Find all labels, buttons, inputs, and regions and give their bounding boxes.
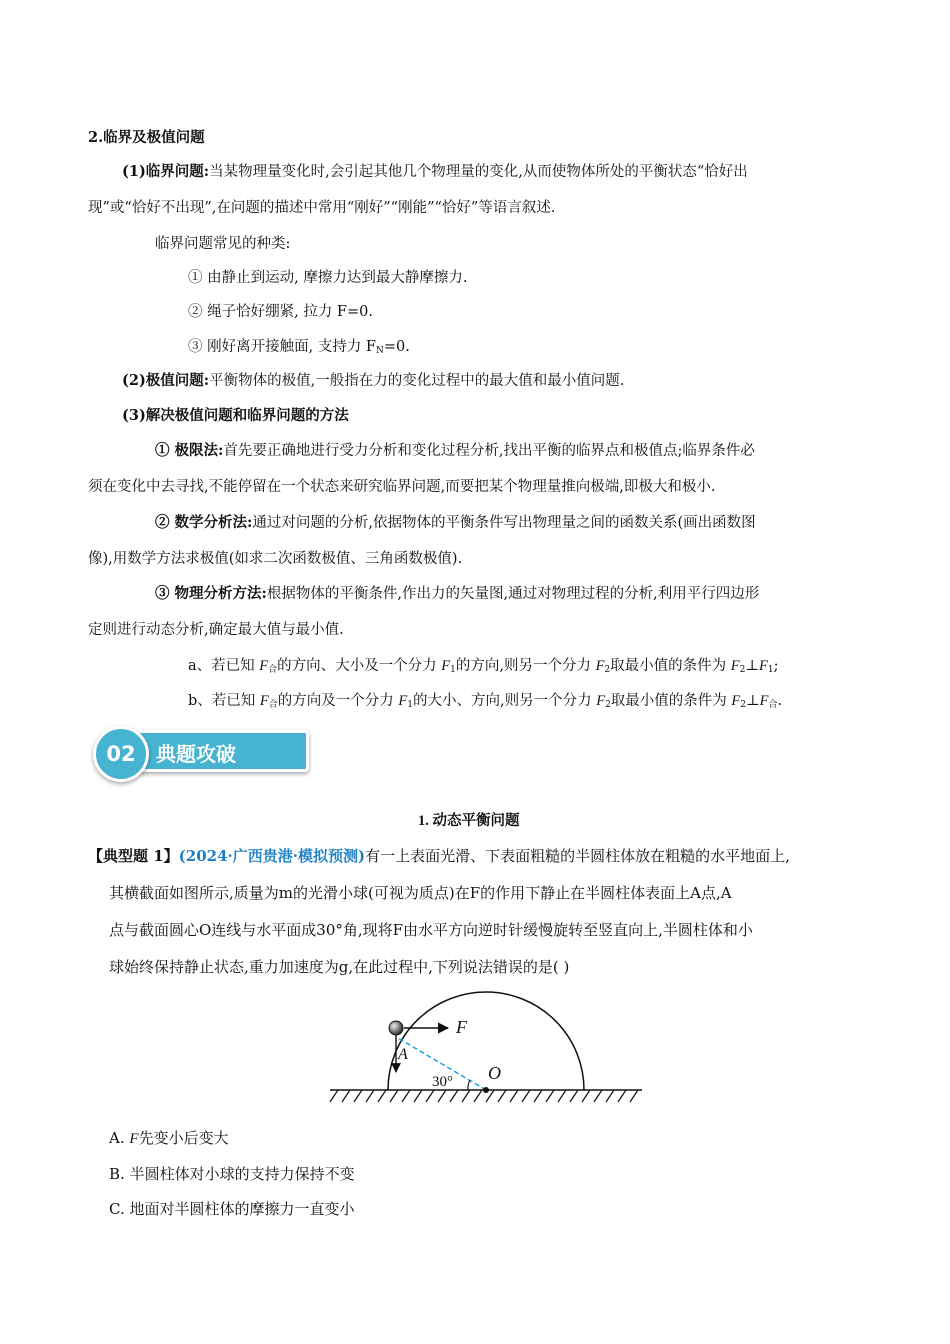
text: 平衡物体的极值,一般指在力的变化过程中的最大值和最小值问题. (209, 373, 625, 389)
problem-line-1 (88, 846, 790, 866)
text: 有一上表面光滑、下表面粗糙的半圆柱体放在粗糙的水平地面上, (365, 847, 790, 865)
method-1-line1 (155, 441, 755, 461)
choice-letter: C. (109, 1200, 125, 1218)
symbol-F: F (259, 693, 269, 709)
problem-figure (320, 980, 650, 1108)
text: a、若已知 (188, 658, 260, 674)
problem-line-2: 其横截面如图所示,质量为m的光滑小球(可视为质点)在F的作用下静止在半圆柱体表面上A点,A (109, 884, 732, 902)
text: 根据物体的平衡条件,作出力的矢量图,通过对物理过程的分析,利用平行四边形 (266, 586, 760, 602)
half-cylinder (388, 992, 584, 1090)
problem-tag: 【典型题 1】 (88, 847, 179, 865)
choice-symbol: F (129, 1131, 139, 1147)
methods-heading: (3)解决极值问题和临界问题的方法 (122, 407, 349, 424)
type-3 (188, 337, 410, 361)
text: . (777, 693, 783, 709)
symbol-F: F (731, 693, 741, 709)
subscript: 2 (604, 665, 611, 675)
type-2: ② 绳子恰好绷紧, 拉力 F=0. (188, 304, 373, 320)
text: 的方向及一个分力 (277, 693, 399, 709)
ball (389, 1021, 403, 1035)
paragraph-critical-2: 现”或“恰好不出现”,在问题的描述中常用“刚好”“刚能”“恰好”等语言叙述. (88, 200, 556, 216)
subscript: 2 (739, 665, 746, 675)
symbol-F: F (441, 658, 451, 674)
subscript: 1 (450, 665, 456, 675)
symbol-F: F (759, 658, 768, 674)
label-method-3: ③ 物理分析方法: (155, 585, 267, 602)
perp-symbol: ⊥ (745, 658, 759, 674)
problem-line-3: 点与截面圆心O连线与水平面成30°角,现将F由水平方向逆时针缓慢旋转至竖直向上,半圆柱体和小 (109, 921, 753, 939)
text: 取最小值的条件为 (610, 658, 731, 674)
symbol-F: F (759, 693, 769, 709)
text: 的方向、大小及一个分力 (277, 658, 442, 674)
symbol-F: F (596, 693, 606, 709)
subscript: 2 (740, 700, 746, 710)
perp-symbol: ⊥ (746, 693, 760, 709)
label-extreme: (2)极值问题: (122, 372, 210, 389)
method-3-line1 (155, 584, 759, 604)
condition-a (188, 656, 778, 680)
problem-subheading: 1. 动态平衡问题 (418, 813, 520, 829)
subscript: 1 (767, 665, 774, 675)
symbol-F: F (398, 693, 408, 709)
paragraph-extreme (122, 371, 624, 391)
symbol-F: F (730, 658, 740, 674)
type-1: ① 由静止到运动, 摩擦力达到最大静摩擦力. (188, 270, 468, 286)
choice-letter: B. (109, 1165, 125, 1183)
method-2-line1 (155, 513, 756, 533)
label-critical: (1)临界问题: (122, 163, 210, 180)
text: ③ 刚好离开接触面, 支持力 F (188, 339, 376, 355)
symbol-F: F (259, 658, 269, 674)
text: 的方向,则另一个分力 (455, 658, 596, 674)
subscript: 1 (407, 700, 413, 710)
method-2-line2: 像),用数学方法求极值(如求二次函数极值、三角函数极值). (88, 551, 463, 567)
choice-text: 先变小后变大 (138, 1129, 229, 1147)
subscript: N (376, 346, 384, 356)
label-F: F (456, 1017, 467, 1037)
section-banner (93, 724, 315, 780)
banner-number: 02 (93, 726, 149, 782)
text: 的大小、方向,则另一个分力 (412, 693, 597, 709)
label-method-2: ② 数学分析法: (155, 514, 253, 531)
section-heading: 2.临界及极值问题 (88, 129, 205, 146)
method-3-line2: 定则进行动态分析,确定最大值与最小值. (88, 622, 344, 638)
text: ; (773, 658, 779, 674)
text: 取最小值的条件为 (610, 693, 732, 709)
choice-c[interactable] (109, 1199, 355, 1219)
paragraph-critical-1 (122, 162, 748, 182)
subscript: 合 (268, 665, 278, 675)
text: 首先要正确地进行受力分析和变化过程分析,找出平衡的临界点和极值点;临界条件必 (223, 443, 755, 459)
subscript: 2 (605, 700, 611, 710)
choice-text: 半圆柱体对小球的支持力保持不变 (129, 1165, 355, 1183)
label-A: A (398, 1046, 408, 1063)
label-method-1: ① 极限法: (155, 442, 224, 459)
label-O: O (488, 1063, 501, 1083)
center-point (483, 1087, 489, 1093)
problem-line-4: 球始终保持静止状态,重力加速度为g,在此过程中,下列说法错误的是( ) (109, 958, 570, 976)
text: b、若已知 (188, 693, 260, 709)
banner-title: 典题攻破 (137, 730, 309, 772)
subscript: 合 (268, 700, 278, 710)
text: 通过对问题的分析,依据物体的平衡条件写出物理量之间的函数关系(画出函数图 (252, 515, 756, 531)
text: =0. (383, 339, 410, 355)
types-intro: 临界问题常见的种类: (155, 236, 291, 252)
text: 当某物理量变化时,会引起其他几个物理量的变化,从而使物体所处的平衡状态“恰好出 (209, 164, 748, 180)
choice-text: 地面对半圆柱体的摩擦力一直变小 (129, 1200, 355, 1218)
condition-b (188, 691, 782, 715)
subscript: 合 (768, 700, 778, 710)
angle-arc (468, 1080, 470, 1090)
method-1-line2: 须在变化中去寻找,不能停留在一个状态来研究临界问题,而要把某个物理量推向极端,即极大和极小. (88, 479, 716, 495)
symbol-F: F (595, 658, 605, 674)
problem-source: (2024·广西贵港·模拟预测) (178, 847, 366, 865)
label-angle: 30° (432, 1074, 453, 1090)
choice-letter: A. (109, 1129, 125, 1147)
choice-a[interactable] (109, 1128, 229, 1149)
choice-b[interactable] (109, 1164, 355, 1184)
